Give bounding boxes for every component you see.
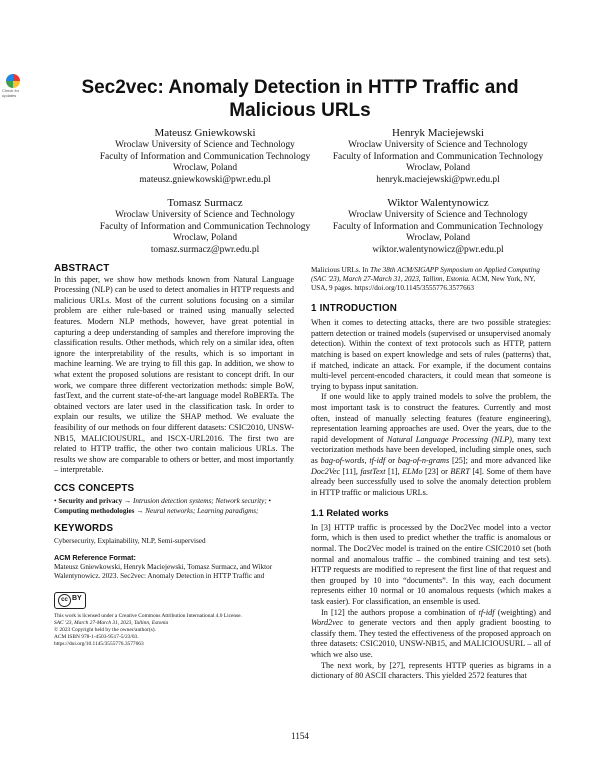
- author-email[interactable]: tomasz.surmacz@pwr.edu.pl: [150, 244, 260, 255]
- text-span: [25]; and more advanced like: [449, 455, 552, 465]
- author-faculty: Faculty of Information and Communication Technology: [99, 221, 311, 232]
- right-column: [311, 266, 551, 682]
- author-block-1: [75, 126, 335, 186]
- ccs-heading: CCS CONCEPTS: [54, 482, 135, 494]
- text-span: [11],: [340, 466, 361, 476]
- author-city: Wroclaw, Poland: [172, 163, 238, 173]
- author-city: Wroclaw, Poland: [405, 233, 471, 243]
- text-span: [4]. Some of them have already been successfully used to solve the anomaly detection problem in HTTP traffic or malicious URLs.: [311, 466, 552, 497]
- ccs-concept-2-detail: Neural networks; Learning paradigms;: [145, 506, 259, 515]
- keywords-heading: KEYWORDS: [54, 522, 114, 534]
- text-span: , many text vectorization methods have been developed, including simple ones, such as: [311, 434, 552, 465]
- related-paragraph-2: [311, 608, 551, 661]
- author-faculty: Faculty of Information and Communication Technology: [332, 151, 544, 162]
- author-name: Mateusz Gniewkowski: [154, 127, 256, 139]
- author-email[interactable]: henryk.maciejewski@pwr.edu.pl: [376, 174, 500, 185]
- check-for-updates-badge[interactable]: [2, 74, 24, 100]
- arrow: →: [122, 497, 133, 506]
- author-faculty: Faculty of Information and Communication Technology: [332, 221, 544, 232]
- author-block-4: [308, 196, 568, 256]
- related-works-heading: 1.1 Related works: [311, 508, 389, 519]
- badge-caption: Check for updates: [2, 88, 20, 98]
- text-span: ,: [364, 455, 370, 465]
- by-label: BY: [72, 594, 82, 602]
- ref-suffix: ACM, New York, NY, USA, 9 pages. https://doi.org/10.1145/3555776.3577663: [311, 275, 536, 293]
- author-block-2: [308, 126, 568, 186]
- abstract-heading: ABSTRACT: [54, 263, 110, 274]
- emphasis: fastText: [360, 466, 386, 476]
- ccs-concept-1: Security and privacy: [58, 497, 123, 506]
- related-paragraph-3: The next work, by [27], represents HTTP queries as bigrams in a dictionary of 80 ASCII characters. This yielded 2572 features that: [311, 660, 551, 681]
- author-affiliation: Wroclaw University of Science and Technology: [348, 140, 528, 150]
- intro-paragraph-1: When it comes to detecting attacks, there are two possible strategies: pattern detection or trained models (supervised or unsupervised anomaly detection). Within the context of text protocols such as HTTP, pattern matching is based on expert knowledge and sets of rules (patterns) that, if matched, indicate an attack. For example, if the document contains multi-level percent-encoded characters, it could mean that someone is trying to bypass input sanitation.: [311, 318, 551, 391]
- author-faculty: Faculty of Information and Communication Technology: [99, 151, 311, 162]
- license-venue: SAC '23, March 27-March 31, 2023, Tallinn, Estonia: [54, 619, 169, 626]
- emphasis: bag-of-words: [320, 455, 365, 465]
- text-span: [1],: [385, 466, 403, 476]
- keywords-text: Cybersecurity, Explainability, NLP, Semi-supervised: [54, 537, 206, 546]
- emphasis: tf-idf: [478, 607, 495, 617]
- bullet: •: [54, 497, 57, 506]
- acm-ref-continued: [311, 266, 551, 294]
- arrow: →: [134, 506, 146, 515]
- text-span: to generate vectors and then apply gradient boosting to classify them. They tested the effectiveness of the proposed approach on three datasets: CSIC2010, UNSW-NB15, and MALICIOUSURL – all of which we also use.: [311, 618, 551, 660]
- license-line: This work is licensed under a Creative Commons Attribution International 4.0 License.: [54, 612, 242, 619]
- ccs-concept-1-detail: Intrusion detection systems; Network security;: [133, 497, 267, 506]
- emphasis: BERT: [450, 466, 470, 476]
- text-span: [23] or: [422, 466, 451, 476]
- license-copyright: © 2023 Copyright held by the owner/author(s).: [54, 627, 156, 634]
- left-column: [54, 264, 294, 649]
- abstract-text: In this paper, we show how methods known from Natural Language Processing (NLP) can be used to detect anomalies in HTTP requests and malicious URLs. Most of the current solutions focusing on a similar problem are either rule-based or trained using manually selected features. Modern NLP methods, however, have great potential in capturing a deep understanding of samples and therefore improving the classification results. Other methods, which rely on a similar idea, often ignore the interpretability of the results, which is so important in machine learning. We are trying to fill this gap. In addition, we show to what extent the proposed solutions are resistant to concept drift. In our work, we compare three different vectorization methods: simple BoW, fastText, and the current state-of-the-art language model RoBERTa. The obtained vectors are later used in the classification task. In order to explain our results, we utilize the SHAP method. We evaluate the feasibility of our methods on four different datasets: CSIC2010, UNSW-NB15, MALICIOUSURL, and ISCX-URL2016. The first two are related to HTTP traffic, the other two contain malicious URLs. The results we show are comparable to others or better, and most importantly – interpretable.: [54, 274, 294, 475]
- page-number: 1154: [291, 731, 309, 741]
- author-city: Wroclaw, Poland: [172, 233, 238, 243]
- emphasis: tf-idf: [369, 455, 386, 465]
- text-span: In [12] the authors propose a combination of: [321, 607, 479, 617]
- author-affiliation: Wroclaw University of Science and Technology: [115, 140, 295, 150]
- cc-by-license-icon[interactable]: [54, 592, 86, 609]
- intro-heading: 1 INTRODUCTION: [311, 302, 398, 314]
- author-name: Henryk Maciejewski: [392, 127, 484, 139]
- author-affiliation: Wroclaw University of Science and Technology: [348, 210, 528, 220]
- author-email[interactable]: mateusz.gniewkowski@pwr.edu.pl: [139, 174, 271, 185]
- related-paragraph-1: In [3] HTTP traffic is processed by the Doc2Vec model into a vector form, which is then used to predict whether the traffic is anomalous or normal. The Doc2Vec model is trained on the entire CSIC2010 set (both normal and anomalous traffic – the combined training and test sets). HTTP requests are modified to represent the first line of that request and then grouped by 10 into “documents”. In this way, each document represents either 10 normal or 10 anomalous requests (which makes a task easier). For classification, an ensemble is used.: [311, 522, 551, 607]
- ccs-concept-2: Computing methodologies: [54, 506, 135, 515]
- author-city: Wroclaw, Poland: [405, 163, 471, 173]
- bullet: •: [266, 497, 272, 506]
- paper-title: Sec2vec: Anomaly Detection in HTTP Traffic and Malicious URLs: [81, 77, 519, 121]
- author-block-3: [75, 196, 335, 256]
- author-name: Tomasz Surmacz: [167, 197, 243, 209]
- emphasis: bag-of-n-grams: [397, 455, 450, 465]
- intro-paragraph-2: [311, 392, 551, 498]
- acm-ref-heading: ACM Reference Format:: [54, 552, 136, 562]
- author-email[interactable]: wiktor.walentynowicz@pwr.edu.pl: [372, 244, 504, 255]
- license-doi[interactable]: https://doi.org/10.1145/3555776.3577663: [54, 641, 144, 648]
- author-affiliation: Wroclaw University of Science and Technology: [115, 210, 295, 220]
- text-span: (weighting) and: [494, 607, 551, 617]
- emphasis: Doc2Vec: [311, 466, 341, 476]
- emphasis: Natural Language Processing (NLP): [386, 434, 512, 444]
- emphasis: ELMo: [402, 466, 423, 476]
- text-span: If one would like to apply trained models to solve the problem, the most important task is to construct the features. Currently and most often, instead of manually selecting features (feature engineering), representation learning approaches are used. Over the years, due to the rapid development of: [311, 392, 551, 444]
- ref-venue: The 38th ACM/SIGAPP Symposium on Applied Computing (SAC '23), March 27-March 31, 2023, Tallinn, Estonia.: [311, 266, 540, 284]
- ref-prefix: Malicious URLs. In: [311, 266, 371, 274]
- acm-ref-text: Mateusz Gniewkowski, Henryk Maciejewski, Tomasz Surmacz, and Wiktor Walentynowicz. 2023. Sec2vec: Anomaly Detection in HTTP Traffic and: [54, 563, 273, 581]
- cc-icon: cc: [58, 594, 71, 607]
- ccs-concepts: [54, 497, 294, 515]
- update-badge-icon: [6, 74, 20, 88]
- author-name: Wiktor Walentynowicz: [387, 197, 489, 209]
- text-span: or: [385, 455, 398, 465]
- emphasis: Word2vec: [311, 618, 344, 628]
- license-isbn: ACM ISBN 978-1-4503-9517-5/23/03.: [54, 634, 139, 641]
